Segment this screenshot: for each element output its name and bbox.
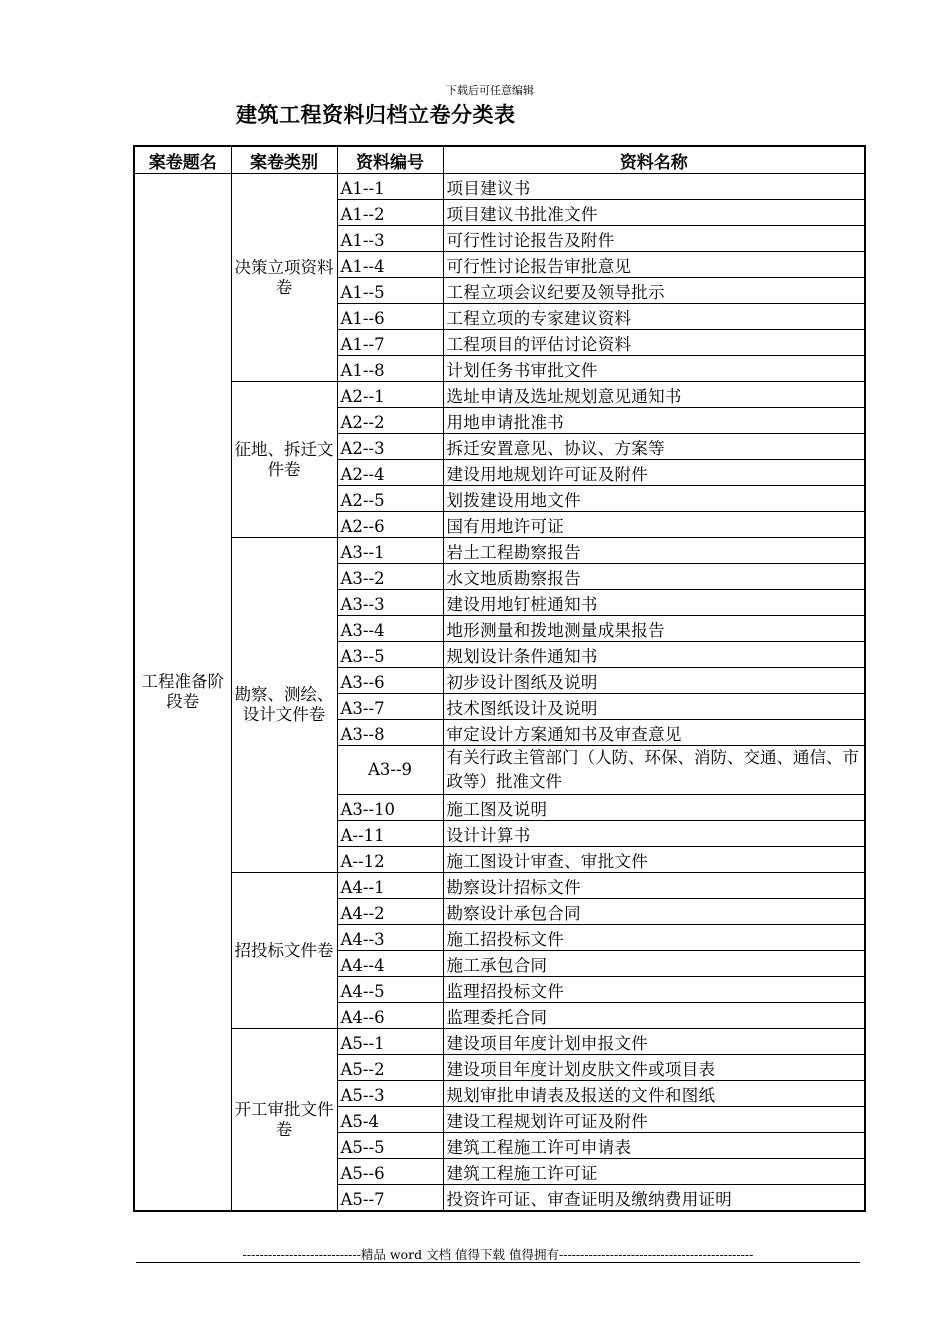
material-code-cell: A1--8: [337, 356, 443, 382]
material-name-cell: 建设用地钉桩通知书: [443, 590, 865, 616]
material-name-cell: 工程立项的专家建议资料: [443, 304, 865, 330]
material-code-cell: A3--1: [337, 538, 443, 564]
material-name-cell: 用地申请批准书: [443, 408, 865, 434]
material-name-cell: 勘察设计承包合同: [443, 899, 865, 925]
material-name-cell: 可行性讨论报告审批意见: [443, 252, 865, 278]
material-name-cell: 设计计算书: [443, 821, 865, 847]
material-code-cell: A5--2: [337, 1055, 443, 1081]
material-code-cell: A4--4: [337, 951, 443, 977]
material-code-cell: A5--1: [337, 1029, 443, 1055]
material-code-cell: A4--3: [337, 925, 443, 951]
material-name-cell: 投资许可证、审查证明及缴纳费用证明: [443, 1185, 865, 1212]
material-code-cell: A2--3: [337, 434, 443, 460]
material-code-cell: A4--6: [337, 1003, 443, 1029]
material-name-cell: 选址申请及选址规划意见通知书: [443, 382, 865, 408]
material-code-cell: A1--5: [337, 278, 443, 304]
material-name-cell: 监理招投标文件: [443, 977, 865, 1003]
material-name-cell: 地形测量和拨地测量成果报告: [443, 616, 865, 642]
material-code-cell: A1--7: [337, 330, 443, 356]
material-code-cell: A2--6: [337, 512, 443, 538]
material-code-cell: A1--1: [337, 174, 443, 200]
material-code-cell: A2--5: [337, 486, 443, 512]
material-code-cell: A5--5: [337, 1133, 443, 1159]
material-code-cell: A1--3: [337, 226, 443, 252]
material-name-cell: 可行性讨论报告及附件: [443, 226, 865, 252]
material-code-cell: A1--2: [337, 200, 443, 226]
material-name-cell: 项目建议书批准文件: [443, 200, 865, 226]
material-name-cell: 建筑工程施工许可证: [443, 1159, 865, 1185]
material-code-cell: A3--6: [337, 668, 443, 694]
footer-divider: [136, 1262, 860, 1263]
material-code-cell: A3--10: [337, 795, 443, 821]
material-name-cell: 项目建议书: [443, 174, 865, 200]
material-code-cell: A2--2: [337, 408, 443, 434]
material-name-cell: 建设项目年度计划皮肤文件或项目表: [443, 1055, 865, 1081]
material-name-cell: 监理委托合同: [443, 1003, 865, 1029]
material-name-cell: 工程项目的评估讨论资料: [443, 330, 865, 356]
material-code-cell: A4--1: [337, 873, 443, 899]
table-row: [134, 174, 865, 200]
material-name-cell: 施工招投标文件: [443, 925, 865, 951]
material-name-cell: 有关行政主管部门（人防、环保、消防、交通、通信、市政等）批准文件: [443, 746, 865, 795]
material-code-cell: A3--7: [337, 694, 443, 720]
material-code-cell: A3--5: [337, 642, 443, 668]
category-cell: 开工审批文件卷: [231, 1029, 337, 1212]
table-row: [134, 382, 865, 408]
category-cell: 勘察、测绘、设计文件卷: [231, 538, 337, 873]
material-code-cell: A--12: [337, 847, 443, 873]
material-name-cell: 国有用地许可证: [443, 512, 865, 538]
material-code-cell: A3--2: [337, 564, 443, 590]
material-code-cell: A1--6: [337, 304, 443, 330]
material-code-cell: A3--8: [337, 720, 443, 746]
table-body: [134, 174, 865, 1212]
material-name-cell: 技术图纸设计及说明: [443, 694, 865, 720]
footer-text: ----------------------------精品 word 文档 值得下载 值得拥有----------------------------------------------: [242, 1247, 754, 1262]
material-name-cell: 施工承包合同: [443, 951, 865, 977]
material-code-cell: A5-4: [337, 1107, 443, 1133]
material-code-cell: A--11: [337, 821, 443, 847]
category-cell: 决策立项资料卷: [231, 174, 337, 382]
header-volume-title: 案卷题名: [134, 146, 231, 174]
material-name-cell: 建设项目年度计划申报文件: [443, 1029, 865, 1055]
material-code-cell: A1--4: [337, 252, 443, 278]
material-code-cell: A2--4: [337, 460, 443, 486]
volume-title-cell: 工程准备阶段卷: [134, 174, 231, 1212]
material-name-cell: 审定设计方案通知书及审查意见: [443, 720, 865, 746]
material-name-cell: 施工图设计审查、审批文件: [443, 847, 865, 873]
material-name-cell: 拆迁安置意见、协议、方案等: [443, 434, 865, 460]
material-code-cell: A5--7: [337, 1185, 443, 1212]
material-name-cell: 岩土工程勘察报告: [443, 538, 865, 564]
material-name-cell: 水文地质勘察报告: [443, 564, 865, 590]
material-code-cell: A3--9: [337, 746, 443, 795]
page-title: 建筑工程资料归档立卷分类表: [236, 103, 516, 127]
material-name-cell: 施工图及说明: [443, 795, 865, 821]
material-name-cell: 初步设计图纸及说明: [443, 668, 865, 694]
material-name-cell: 划拨建设用地文件: [443, 486, 865, 512]
material-code-cell: A2--1: [337, 382, 443, 408]
table-row: [134, 1029, 865, 1055]
archive-classification-table: [133, 145, 866, 1212]
header-row: [134, 146, 865, 174]
material-code-cell: A5--6: [337, 1159, 443, 1185]
table-row: [134, 538, 865, 564]
category-cell: 征地、拆迁文件卷: [231, 382, 337, 538]
material-name-cell: 建筑工程施工许可申请表: [443, 1133, 865, 1159]
top-note: 下载后可任意编辑: [446, 84, 534, 97]
category-cell: 招投标文件卷: [231, 873, 337, 1029]
material-name-cell: 勘察设计招标文件: [443, 873, 865, 899]
material-name-cell: 规划设计条件通知书: [443, 642, 865, 668]
material-code-cell: A3--3: [337, 590, 443, 616]
header-code: 资料编号: [337, 146, 443, 174]
material-name-cell: 规划审批申请表及报送的文件和图纸: [443, 1081, 865, 1107]
material-name-cell: 工程立项会议纪要及领导批示: [443, 278, 865, 304]
material-code-cell: A3--4: [337, 616, 443, 642]
material-code-cell: A5--3: [337, 1081, 443, 1107]
table-row: [134, 873, 865, 899]
header-material-name: 资料名称: [443, 146, 865, 174]
material-name-cell: 建设用地规划许可证及附件: [443, 460, 865, 486]
header-category: 案卷类别: [231, 146, 337, 174]
material-code-cell: A4--2: [337, 899, 443, 925]
material-name-cell: 计划任务书审批文件: [443, 356, 865, 382]
material-code-cell: A4--5: [337, 977, 443, 1003]
material-name-cell: 建设工程规划许可证及附件: [443, 1107, 865, 1133]
